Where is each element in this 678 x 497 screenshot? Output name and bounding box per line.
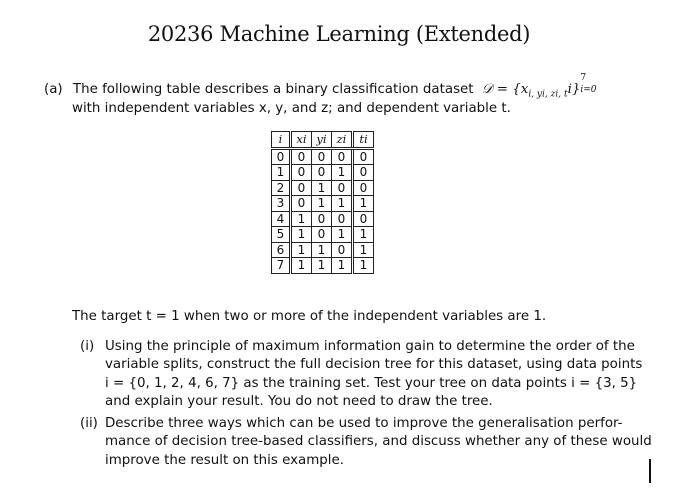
table-cell: 1 (332, 196, 353, 212)
table-cell: 1 (272, 165, 291, 181)
table-row (272, 180, 374, 196)
table-header: zi (332, 132, 353, 149)
dataset-table (271, 131, 374, 274)
table-cell: 0 (312, 211, 332, 227)
table-row (272, 211, 374, 227)
table-cell: 1 (332, 227, 353, 243)
table-cell: 0 (353, 165, 374, 181)
part-a-line-1 (44, 73, 598, 100)
table-cell: 5 (272, 227, 291, 243)
table-cell: 1 (312, 196, 332, 212)
table-row (272, 258, 374, 274)
table-cell: 0 (312, 148, 332, 165)
table-cell: 1 (353, 242, 374, 258)
table-header: xi (291, 132, 312, 149)
table-row (272, 196, 374, 212)
table-cell: 1 (312, 180, 332, 196)
question-ii-label: (ii) (80, 416, 98, 431)
table-cell: 1 (312, 242, 332, 258)
table-cell: 0 (291, 196, 312, 212)
table-cell: 0 (332, 180, 353, 196)
table-cell: 0 (291, 180, 312, 196)
text-cursor (649, 459, 651, 483)
question-i-line-1: Using the principle of maximum information gain to determine the order of the (105, 339, 635, 354)
table-cell: 0 (332, 148, 353, 165)
table-cell: 7 (272, 258, 291, 274)
question-ii-line-1: Describe three ways which can be used to improve the generalisation perfor- (105, 416, 623, 431)
table-header-row (272, 132, 374, 149)
table-cell: 1 (291, 227, 312, 243)
table-cell: 0 (353, 180, 374, 196)
table-cell: 1 (291, 258, 312, 274)
table-row (272, 242, 374, 258)
table-cell: 1 (353, 258, 374, 274)
table-cell: 1 (312, 258, 332, 274)
table-cell: 0 (291, 148, 312, 165)
table-row (272, 165, 374, 181)
question-ii-line-2: mance of decision tree-based classifiers, and discuss whether any of these would (105, 434, 652, 449)
dataset-definition: 𝒟 = $\{x_{i, yi, zi, t}i\}$ 7 i=0 (481, 73, 597, 100)
question-i-line-2: variable splits, construct the full decision tree for this dataset, using data points (105, 357, 643, 372)
table-cell: 4 (272, 211, 291, 227)
part-a-label: (a) (44, 82, 63, 97)
table-cell: 0 (272, 148, 291, 165)
table-cell: 1 (291, 242, 312, 258)
table-header: yi (312, 132, 332, 149)
target-statement: The target t = 1 when two or more of the independent variables are 1. (72, 309, 547, 324)
table-row (272, 227, 374, 243)
table-cell: 0 (291, 165, 312, 181)
question-i-line-3: i = {0, 1, 2, 4, 6, 7} as the training set. Test your tree on data points i = {3, 5} (105, 376, 638, 391)
table-cell: 0 (353, 148, 374, 165)
table-header: i (272, 132, 291, 149)
table-cell: 3 (272, 196, 291, 212)
table-row (272, 148, 374, 165)
table-cell: 1 (353, 196, 374, 212)
table-cell: 6 (272, 242, 291, 258)
table-cell: 1 (332, 258, 353, 274)
table-cell: 1 (291, 211, 312, 227)
part-a-intro: The following table describes a binary classification dataset (72, 82, 474, 97)
part-a-line-2: with independent variables x, y, and z; and dependent variable t. (72, 101, 511, 116)
table-cell: 0 (332, 242, 353, 258)
table-cell: 2 (272, 180, 291, 196)
page-title: 20236 Machine Learning (Extended) (147, 22, 531, 46)
table-cell: 0 (353, 211, 374, 227)
question-i-label: (i) (80, 339, 95, 354)
table-cell: 0 (312, 227, 332, 243)
question-i-line-4: and explain your result. You do not need to draw the tree. (105, 394, 493, 409)
table-cell: 1 (353, 227, 374, 243)
table-cell: 0 (312, 165, 332, 181)
table-cell: 0 (332, 211, 353, 227)
table-header: ti (353, 132, 374, 149)
question-ii-line-3: improve the result on this example. (105, 453, 344, 468)
table-cell: 1 (332, 165, 353, 181)
